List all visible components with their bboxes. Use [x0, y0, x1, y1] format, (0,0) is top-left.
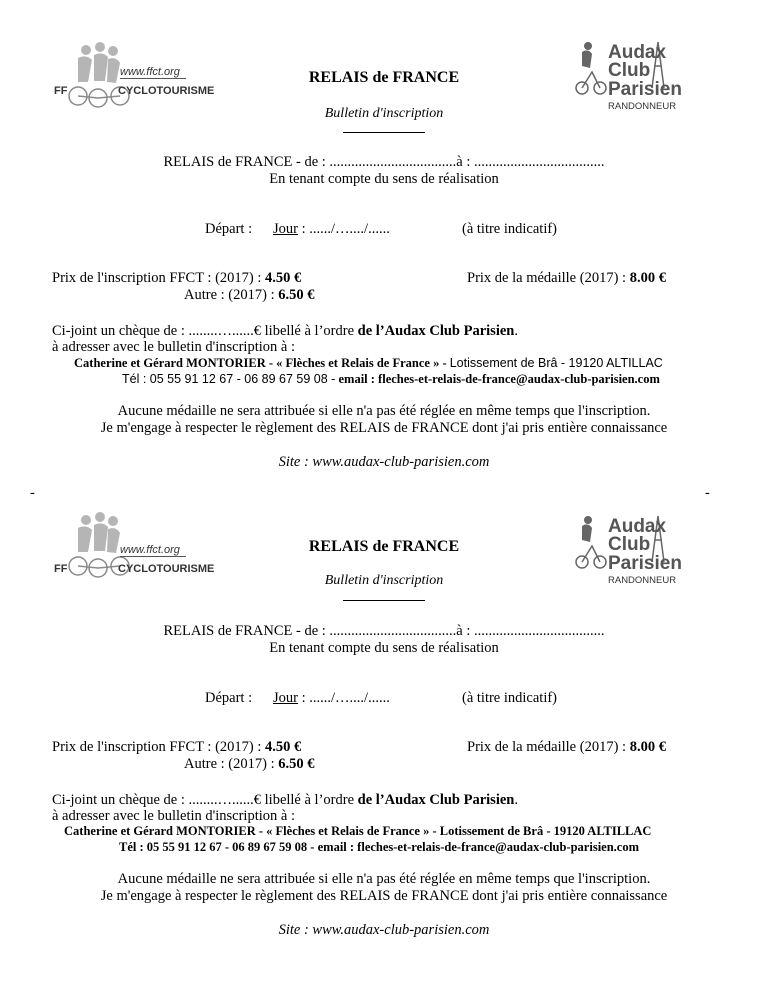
- svg-text:FF: FF: [54, 85, 68, 97]
- prix-medaille: Prix de la médaille (2017) : 8.00 €: [467, 270, 666, 286]
- notice-medaille: Aucune médaille ne sera attribuée si elle n'a pas été réglée en même temps que l'inscription.: [117, 871, 651, 887]
- depart-label: Départ :: [205, 221, 253, 237]
- prix-autre: Autre : (2017) : 6.50 €: [184, 287, 315, 303]
- svg-text:CYCLOTOURISME: CYCLOTOURISME: [118, 563, 215, 575]
- svg-text:Audax: Audax: [608, 516, 667, 537]
- form-subtitle: Bulletin d'inscription: [324, 106, 444, 121]
- indicatif-note: (à titre indicatif): [462, 221, 558, 237]
- jour-value: : ....../…..../......: [297, 221, 390, 237]
- jour-label: Jour: [273, 221, 298, 237]
- svg-text:Audax: Audax: [608, 42, 667, 63]
- ffct-url: www.ffct.org: [120, 66, 180, 78]
- contact-line: Catherine et Gérard MONTORIER - « Flèches et Relais de France » - Lotissement de Brâ - 19120 ALTILLAC: [64, 824, 652, 838]
- prix-ffct: Prix de l'inscription FFCT : (2017) : 4.50 €: [52, 270, 302, 286]
- prix-autre-value: 6.50 €: [278, 287, 315, 303]
- jour-field: [273, 221, 390, 238]
- subtitle-rule: [343, 600, 425, 601]
- prix-autre-value: 6.50 €: [278, 756, 315, 772]
- cheque-line: Ci-joint un chèque de : ........…......€ libellé à l’ordre de l’Audax Club Parisien.: [52, 323, 518, 339]
- svg-text:FF: FF: [54, 563, 68, 575]
- prix-autre: Autre : (2017) : 6.50 €: [184, 756, 315, 772]
- relais-line: RELAIS de FRANCE - de : ...................................à : ....................................: [163, 623, 605, 639]
- cut-mark-right: -: [705, 485, 710, 501]
- depart-label: Départ :: [205, 690, 253, 706]
- site-link[interactable]: Site : www.audax-club-parisien.com: [278, 922, 490, 938]
- sens-line: En tenant compte du sens de réalisation: [269, 640, 499, 656]
- prix-ffct-value: 4.50 €: [265, 270, 302, 286]
- svg-text:Parisien: Parisien: [608, 553, 682, 574]
- notice-engagement: Je m'engage à respecter le règlement des RELAIS de FRANCE dont j'ai pris entière connaissance: [100, 420, 668, 436]
- jour-field: [273, 690, 390, 707]
- cheque-line: Ci-joint un chèque de : ........…......€ libellé à l’ordre de l’Audax Club Parisien.: [52, 792, 518, 808]
- prix-ffct: Prix de l'inscription FFCT : (2017) : 4.50 €: [52, 739, 302, 755]
- tel-line: Tél : 05 55 91 12 67 - 06 89 67 59 08 - email : fleches-et-relais-de-france@audax-club-parisien.com: [122, 372, 660, 386]
- notice-engagement: Je m'engage à respecter le règlement des RELAIS de FRANCE dont j'ai pris entière connaissance: [100, 888, 668, 904]
- jour-value: : ....../…..../......: [297, 690, 390, 706]
- medaille-value: 8.00 €: [629, 270, 666, 286]
- adresser-line: à adresser avec le bulletin d'inscription à :: [52, 339, 295, 355]
- jour-label: Jour: [273, 690, 298, 706]
- tel-line: Tél : 05 55 91 12 67 - 06 89 67 59 08 - email : fleches-et-relais-de-france@audax-club-parisien.com: [119, 840, 640, 854]
- notice-medaille: Aucune médaille ne sera attribuée si elle n'a pas été réglée en même temps que l'inscription.: [117, 403, 651, 419]
- sens-line: En tenant compte du sens de réalisation: [269, 171, 499, 187]
- form-subtitle: Bulletin d'inscription: [324, 573, 444, 588]
- svg-text:Parisien: Parisien: [608, 79, 682, 100]
- email-text: email : fleches-et-relais-de-france@audax-club-parisien.com: [338, 372, 660, 386]
- relais-line: RELAIS de FRANCE - de : ...................................à : ....................................: [163, 154, 605, 170]
- form-title: RELAIS de FRANCE: [308, 538, 460, 555]
- subtitle-rule: [343, 132, 425, 133]
- svg-text:CYCLOTOURISME: CYCLOTOURISME: [118, 85, 215, 97]
- indicatif-note: (à titre indicatif): [462, 690, 558, 706]
- email-text: email : fleches-et-relais-de-france@audax-club-parisien.com: [317, 840, 640, 854]
- svg-text:Club: Club: [608, 60, 651, 81]
- prix-medaille: Prix de la médaille (2017) : 8.00 €: [467, 739, 666, 755]
- prix-ffct-value: 4.50 €: [265, 739, 302, 755]
- ffct-url: www.ffct.org: [120, 544, 180, 556]
- form-title: RELAIS de FRANCE: [308, 69, 460, 86]
- svg-text:RANDONNEUR: RANDONNEUR: [608, 575, 677, 586]
- medaille-value: 8.00 €: [629, 739, 666, 755]
- svg-text:RANDONNEUR: RANDONNEUR: [608, 101, 677, 112]
- svg-text:Club: Club: [608, 534, 651, 555]
- adresser-line: à adresser avec le bulletin d'inscription à :: [52, 808, 295, 824]
- cut-mark-left: -: [30, 485, 35, 501]
- contact-line: Catherine et Gérard MONTORIER - « Flèches et Relais de France » - Lotissement de Brâ - 19120 ALTILLAC: [74, 356, 663, 370]
- site-link[interactable]: Site : www.audax-club-parisien.com: [278, 454, 490, 470]
